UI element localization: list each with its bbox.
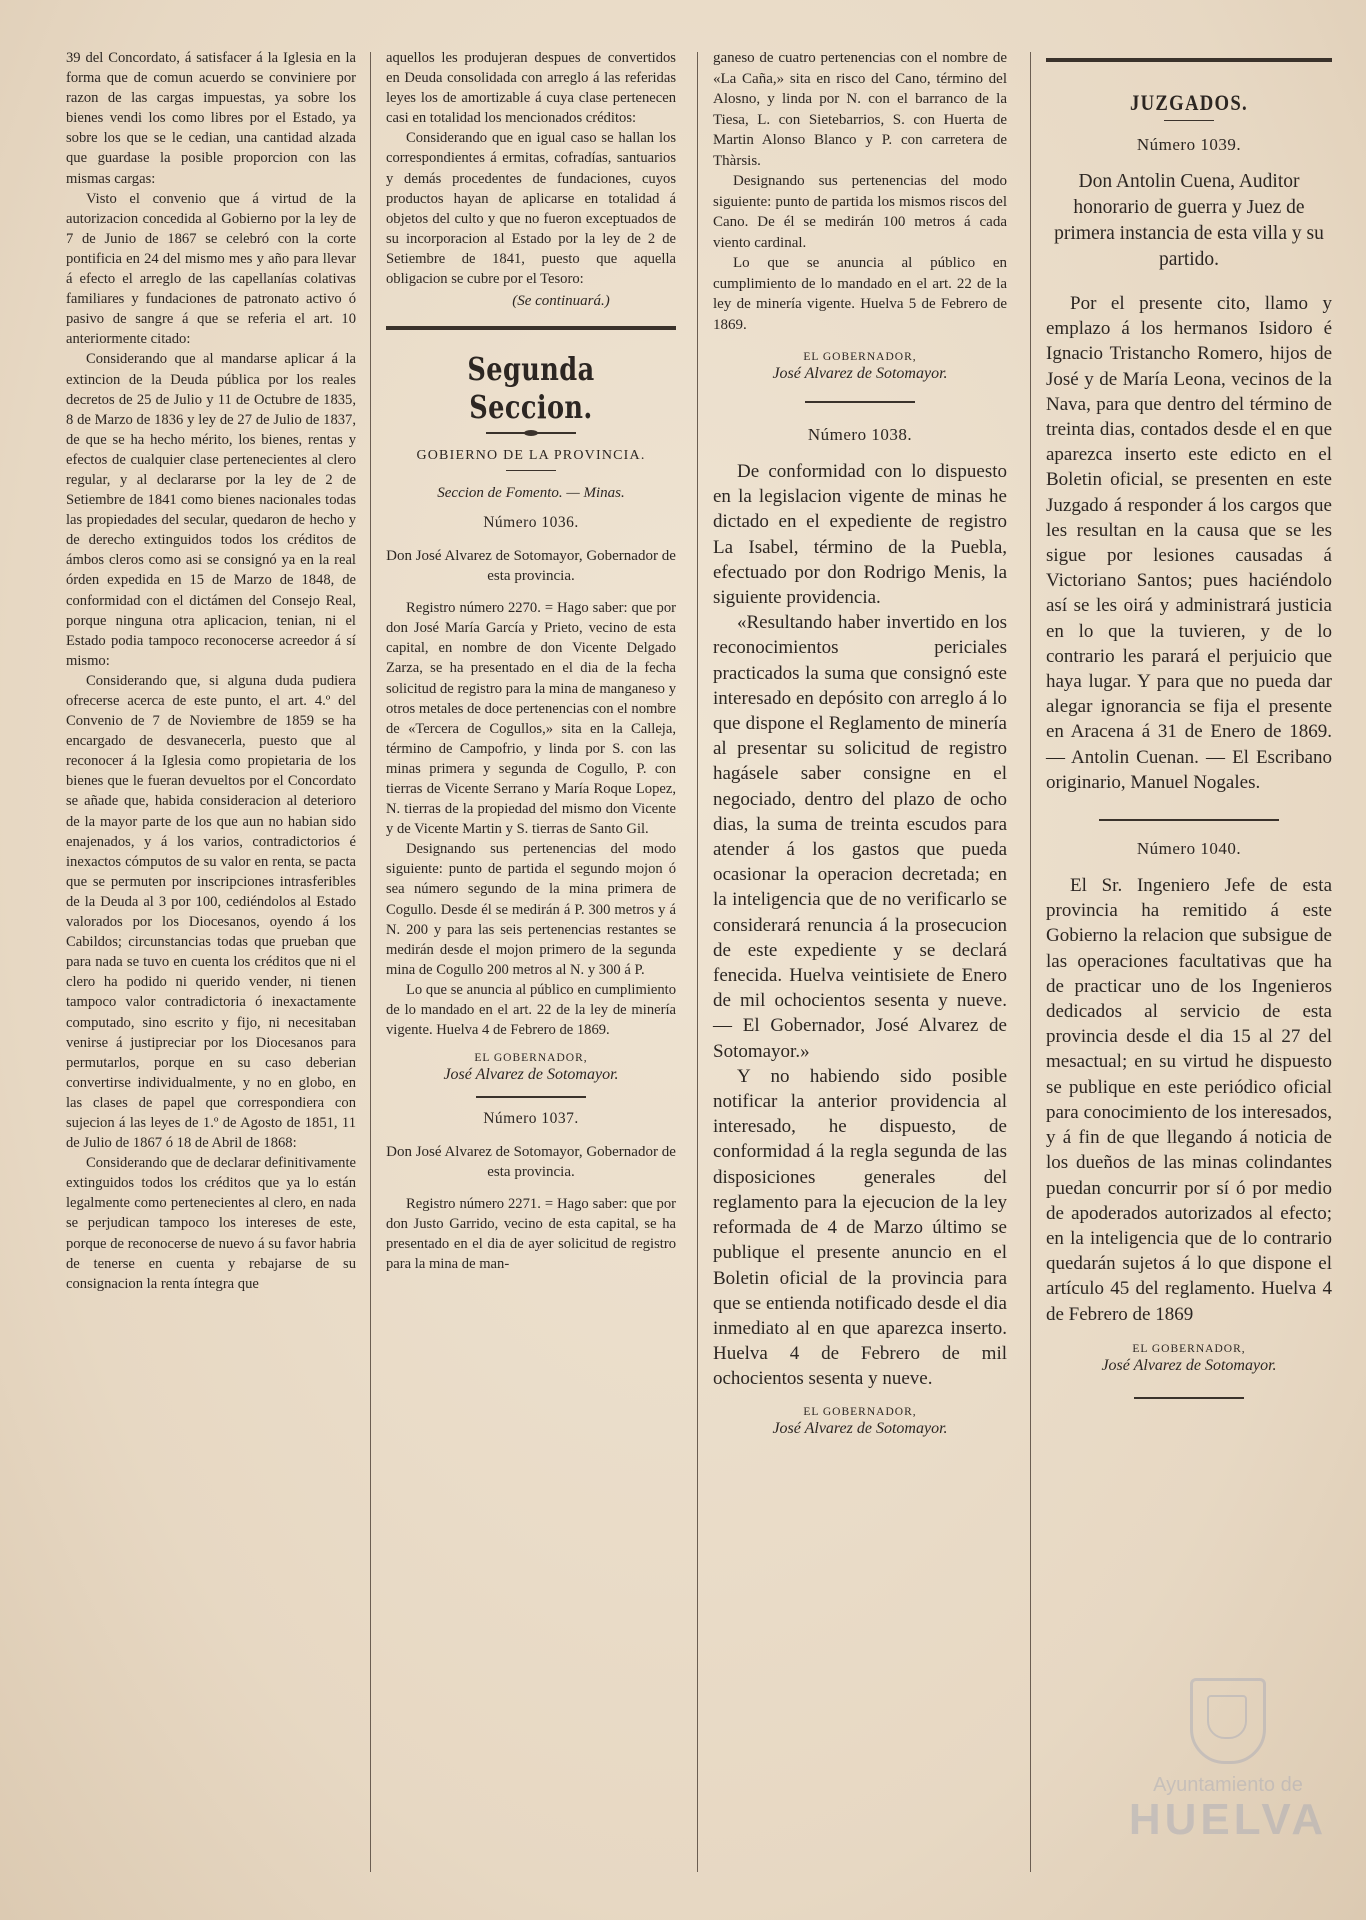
paragraph: Por el presente cito, llamo y emplazo á los hermanos Isidoro é Ignacio Tristancho Romero, hijos de José y de María Leona, vecinos de la Nava, para que dentro del término de treinta dias, contados desde el en que aparezca inserto este edicto en el Boletin oficial, se presenten en este Juzgado á responder á los cargos que les resultan en la causa que se les sigue por lesiones causadas á Victoriano Santos; pues haciéndolo así se les oirá y administrará justicia en lo que la tuvieren, y de lo contrario les parará el perjuicio que haya lugar. Y para que no pueda dar alegar ignorancia se fija el presente en Aracena á 31 de Enero de 1869. — Antolin Cuenan. — El Escribano originario, Manuel Nogales.: [1046, 293, 1332, 793]
signature-title: EL GOBERNADOR,: [474, 1052, 588, 1065]
column-divider: [1030, 52, 1031, 1872]
notice-header: Don Antolin Cuena, Auditor honorario de guerra y Juez de primera instancia de esta villa y su partido.: [1054, 171, 1324, 270]
section-rule: [386, 326, 676, 330]
column-divider: [370, 52, 371, 1872]
paragraph: Registro número 2271. = Hago saber: que por don Justo Garrido, vecino de esta capital, se ha presentado en el dia de ayer solicitud de registro para la mina de man-: [386, 1196, 676, 1273]
notice-number: Número 1039.: [1136, 135, 1242, 154]
paragraph: Considerando que de declarar definitivamente extinguidos todos los créditos que ya lo están legalmente como pertenecientes al clero, en nada se perjudican tampoco los intereses de este, porque de reconocerse de nuevo á su favor habria de tenerse en cuenta y rebajarse de su consignacion la renta íntegra que: [66, 1155, 356, 1292]
watermark-logo: [1118, 1678, 1338, 1878]
notice-number: Número 1037.: [483, 1110, 579, 1128]
paragraph: El Sr. Ingeniero Jefe de esta provincia ha remitido á este Gobierno la relacion que subsigue de las operaciones facultativas que ha de practicar uno de los Ingenieros dedicados al servicio de esta provincia desde el dia 15 al 27 del mesactual; en su virtud he dispuesto se publique en este periódico oficial para conocimiento de los interesados, y á fin de que llegando á noticia de los dueños de las minas colindantes puedan concurrir por sí ó por medio de apoderados autorizados al efecto; en la inteligencia que de lo contrario quedarán sujetos á lo que dispone el artículo 45 del reglamento. Huelva 4 de Febrero de 1869: [1046, 875, 1332, 1325]
paragraph: Lo que se anuncia al público en cumplimiento de lo mandado en el art. 22 de la ley de minería vigente. Huelva 4 de Febrero de 1869.: [386, 981, 676, 1039]
paragraph: Considerando que en igual caso se hallan los correspondientes á ermitas, cofradías, santuarios y demás procedentes de fundaciones, cuyos productos hayan de aplicarse en totalidad á objetos del culto y que no fueron exceptuados de su incorporacion al Estado por la ley de 2 de Setiembre de 1841, puesto que aquella obligacion se cubre por el Tesoro:: [386, 130, 676, 288]
paragraph: Designando sus pertenencias del modo siguiente: punto de partida el segundo mojon ó sea número segundo de la mina primera de Cogullo. Desde él se medirán á P. 300 metros y á N. 200 y para las seis pertenencias restantes se medirán desde el mojon primero de la segunda mina de Cogullo 200 metros al N. y 300 á P.: [386, 841, 676, 978]
signature-name: José Alvarez de Sotomayor.: [772, 1419, 948, 1437]
signature-name: José Alvarez de Sotomayor.: [1101, 1356, 1277, 1374]
paragraph: Registro número 2270. = Hago saber: que por don José María García y Prieto, vecino de esta capital, en nombre de don Vicente Delgado Zarza, se ha presentado en el dia de la fecha solicitud de registro para la mina de manganeso y otros metales de doce pertenencias con el nombre de «Tercera de Cogullos,» sita en la Calleja, término de Campofrio, y linda por S. con las minas primera y segunda de Cogullo, P. con tierras de Vicente Serrano y María Roque Lopez, N. tierras de la propiedad del mismo don Vicente y de Vicente Martin y S. tierras de Santo Gil.: [386, 600, 676, 838]
signature-name: José Alvarez de Sotomayor.: [443, 1066, 619, 1084]
paragraph: De conformidad con lo dispuesto en la legislacion vigente de minas he dictado en el expediente de registro La Isabel, término de la Puebla, efectuado por don Rodrigo Menis, la siguiente providencia.: [713, 461, 1007, 609]
divider: [506, 470, 556, 471]
column-4: [1046, 48, 1332, 1421]
divider: [805, 401, 915, 403]
divider: [476, 1096, 586, 1098]
notice-header: Don José Alvarez de Sotomayor, Gobernador de esta provincia.: [386, 1144, 676, 1181]
notice-number: Número 1040.: [1136, 839, 1242, 859]
government-heading: GOBIERNO DE LA PROVINCIA.: [416, 448, 646, 464]
divider: [1164, 120, 1214, 121]
paragraph: ganeso de cuatro pertenencias con el nombre de «La Caña,» sita en risco del Cano, término del Alosno, y linda por N. con el barranco de la Tiesa, L. con Sietebarrios, S. con Huerta de Martin Alonso Blanco y P. con carretera de Thàrsis.: [713, 50, 1007, 169]
column-2: [386, 48, 676, 1275]
divider: [1099, 819, 1279, 821]
column-1: [66, 48, 356, 1294]
paragraph: Lo que se anuncia al público en cumplimiento de lo mandado en el art. 22 de la ley de minería vigente. Huelva 5 de Febrero de 1869.: [713, 255, 1007, 333]
signature-name: José Alvarez de Sotomayor.: [772, 365, 948, 382]
notice-number: Número 1038.: [807, 425, 913, 444]
notice-number: Número 1036.: [483, 514, 579, 532]
watermark-line1: Ayuntamiento de: [1153, 1774, 1303, 1796]
juzgados-heading: JUZGADOS.: [1130, 90, 1248, 115]
watermark-line2: HUELVA: [1128, 1795, 1328, 1844]
paragraph: aquellos les produjeran despues de convertidos en Deuda consolidada con arreglo á las referidas leyes los de amortizable á cuya clase pertenecen casi en totalidad los mencionados créditos:: [386, 50, 676, 127]
signature-title: EL GOBERNADOR,: [1132, 1342, 1246, 1355]
continuation-note: (Se continuará.): [512, 293, 610, 310]
divider: [1134, 1397, 1244, 1399]
paragraph: Considerando que al mandarse aplicar á la extincion de la Deuda pública por los reales decretos de 25 de Julio y 11 de Octubre de 1835, 8 de Marzo de 1836 y ley de 27 de Julio de 1837, de que se ha hecho mérito, los bienes, rentas y efectos de cualquier clase pertenecientes al clero regular, y al declararse por la ley de 2 de Setiembre de 1841 como bienes nacionales todas las propiedades del secular, quedaron de hecho y de derecho extinguidos todos los créditos de ámbos cleros como asi se consignó ya en la real órden expedida en 15 de Marzo de 1848, de conformidad con el dictámen del Consejo Real, porque ninguna otra aplicacion, tenian, ni el Estado podia tampoco reconocerse acreedor á sí mismo:: [66, 351, 356, 669]
paragraph: Considerando que, si alguna duda pudiera ofrecerse acerca de este punto, el art. 4.º del Convenio de 7 de Noviembre de 1859 se ha encargado de desvanecerla, puesto que al reconocer á la Iglesia como propietaria de los bienes que le fueran devueltos por el Concordato se añade que, habida consideracion al deterioro de la mayor parte de los que aun no habian sido enajenados, y á los varios, contradictorios é inexactos cómputos de su valor en renta, se pacta que se permuten por inscripciones intrasferibles de la Deuda al 3 por 100, cediéndolos al Estado valorados por los Diocesanos, oyendo á los Cabildos; circunstancias todas que prueban que para nada se tuvo en cuenta los créditos que ni el clero ha podido ni querido vender, ni tienen tampoco valor contradictoria ó inexactamente computado, sino escrito y fijo, ni necesitaban venirse á justipreciar por los Diocesanos para permutarlos, porque en su caso deberian convertirse individualmente, y no en globo, en las clases de papel que correspondiera con sujecion á las leyes de 1.º de Agosto de 1851, 11 de Julio de 1867 ó 18 de Abril de 1868:: [66, 672, 356, 1152]
column-divider: [697, 52, 698, 1872]
paragraph: 39 del Concordato, á satisfacer á la Iglesia en la forma que de comun acuerdo se conviniere por razon de las cargas impuestas, ya sobre los bienes vendi los como libres por el Estado, ya sobre los que se le cedian, una cantidad alzada que guardase la posible proporcion con las mismas cargas:: [66, 50, 356, 187]
paragraph: «Resultando haber invertido en los reconocimientos periciales practicados la suma que consignó este interesado en depósito con arreglo á lo que dispone el Reglamento de minería al presentar su solicitud de registro hagásele saber consigne en el negociado, dentro del plazo de ocho dias, la suma de treinta escudos para atender á los gastos que pueda ocasionar la operacion decretada; en la inteligencia que de no verificarlo se considerará renuncia á la prosecucion de este expediente y se declará fenecida. Huelva veintisiete de Enero de mil ochocientos sesenta y nueve. — El Gobernador, José Alvarez de Sotomayor.»: [713, 612, 1007, 1062]
ornament-divider: [486, 432, 576, 434]
city-shield-icon: [1190, 1678, 1266, 1764]
section-rule: [1046, 58, 1332, 62]
signature-title: EL GOBERNADOR,: [803, 351, 917, 363]
notice-header: Don José Alvarez de Sotomayor, Gobernador de esta provincia.: [386, 548, 676, 585]
fomento-heading: Seccion de Fomento. — Minas.: [437, 485, 625, 502]
signature-title: EL GOBERNADOR,: [803, 1405, 917, 1418]
paragraph: Designando sus pertenencias del modo siguiente: punto de partida los mismos riscos del Cano. De él se medirán 100 metros á cada viento cardinal.: [713, 173, 1007, 251]
section-title: Segunda Seccion.: [467, 350, 595, 427]
column-3: [713, 48, 1007, 1448]
paragraph: Y no habiendo sido posible notificar la anterior providencia al interesado, he dispuesto, de conformidad á la regla segunda de las disposiciones generales del reglamento para la ejecucion de la ley reformada de 4 de Marzo último se publique el presente anuncio en el Boletin oficial de la provincia para que se entienda notificado desde el dia inmediato al en que aparezca inserto. Huelva 4 de Febrero de mil ochocientos sesenta y nueve.: [713, 1065, 1007, 1390]
paragraph: Visto el convenio que á virtud de la autorizacion concedida al Gobierno por la ley de 7 de Junio de 1867 se celebró con la corte pontificia en 24 del mismo mes y año para llevar á efecto el arreglo de las capellanías colativas familiares y fundaciones de patronato activo ó pasivo de sangre á que se referia el art. 10 anteriormente citado:: [66, 190, 356, 348]
